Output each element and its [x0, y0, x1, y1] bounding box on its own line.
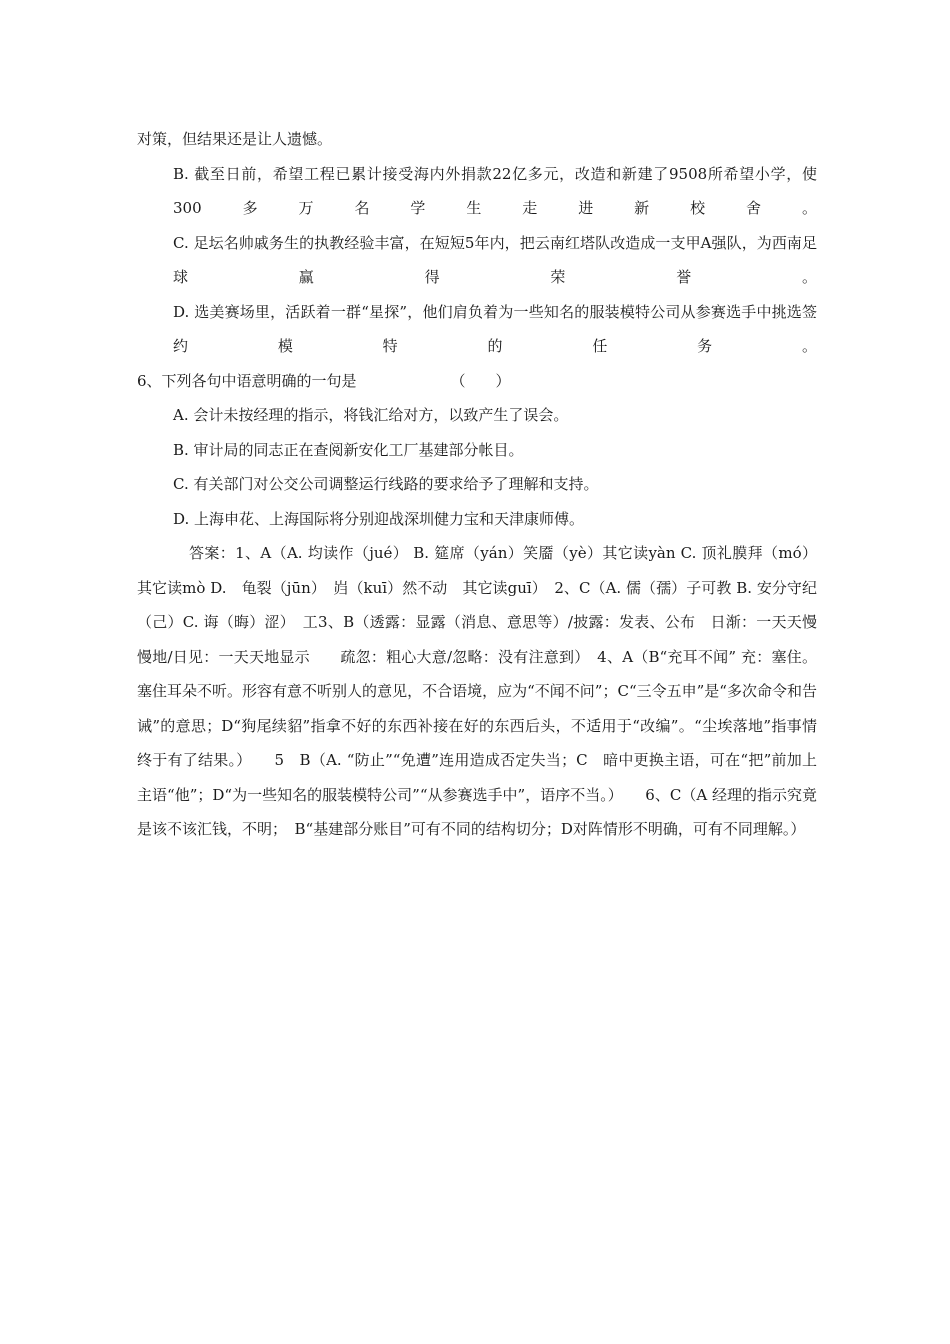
q5-option-d: D. 选美赛场里，活跃着一群“星探”，他们肩负着为一些知名的服装模特公司从参赛选手中挑选签约模特的任务。	[173, 302, 817, 355]
q6-option-d: D. 上海申花、上海国际将分别迎战深圳健力宝和天津康师傅。	[173, 509, 585, 528]
q6-option-a: A. 会计未按经理的指示，将钱汇给对方，以致产生了误会。	[173, 406, 569, 424]
q6-stem-text: 6、下列各句中语意明确的一句是	[137, 371, 357, 390]
q6-option-c: C. 有关部门对公交公司调整运行线路的要求给予了理解和支持。	[173, 475, 599, 493]
q6-stem	[137, 364, 817, 399]
q5-option-a-tail: 对策，但结果还是让人遗憾。	[137, 130, 333, 148]
q5-option-c: C. 足坛名帅戚务生的执教经验丰富，在短短5年内，把云南红塔队改造成一支甲A强队，为西南足球赢得荣誉。	[173, 233, 817, 286]
answer-key: 答案：1、A（A. 均读作（jué） B. 筵席（yán）笑靥（yè）其它读yàn C. 顶礼膜拜（mó）其它读mò D. 龟裂（jūn） 岿（kuī）然不动 其它读guī） 2、C（A. 儒（孺）子可教 B. 安分守纪（己）C. 诲（晦）涩） 工3、B（透露：显露（消息、意思等）/披露：发表、公布 日渐：一天天慢慢地/日见：一天天地显示 疏忽：粗心大意/忽略：没有注意到） 4、A（B“充耳不闻” 充：塞住。塞住耳朵不听。形容有意不听别人的意见，不合语境，应为“不闻不问”；C“三令五申”是“多次命令和告诫”的意思；D“狗尾续貂”指拿不好的东西补接在好的东西后头，不适用于“改编”。“尘埃落地”指事情终于有了结果。） 5 B（A. “防止”“免遭”连用造成否定失当；C 暗中更换主语，可在“把”前加上主语“他”；D“为一些知名的服装模特公司”“从参赛选手中”，语序不当。） 6、C（A 经理的指示究竟是该不该汇钱，不明； B“基建部分账目”可有不同的结构切分；D对阵情形不明确，可有不同理解。）	[137, 544, 817, 838]
q6-option-b: B. 审计局的同志正在查阅新安化工厂基建部分帐目。	[173, 440, 524, 459]
document-body	[137, 122, 817, 847]
q5-option-b: B. 截至日前，希望工程已累计接受海内外捐款22亿多元，改造和新建了9508所希望小学，使300多万名学生走进新校舍。	[173, 164, 817, 217]
q6-answer-bracket: （ ）	[450, 371, 511, 390]
